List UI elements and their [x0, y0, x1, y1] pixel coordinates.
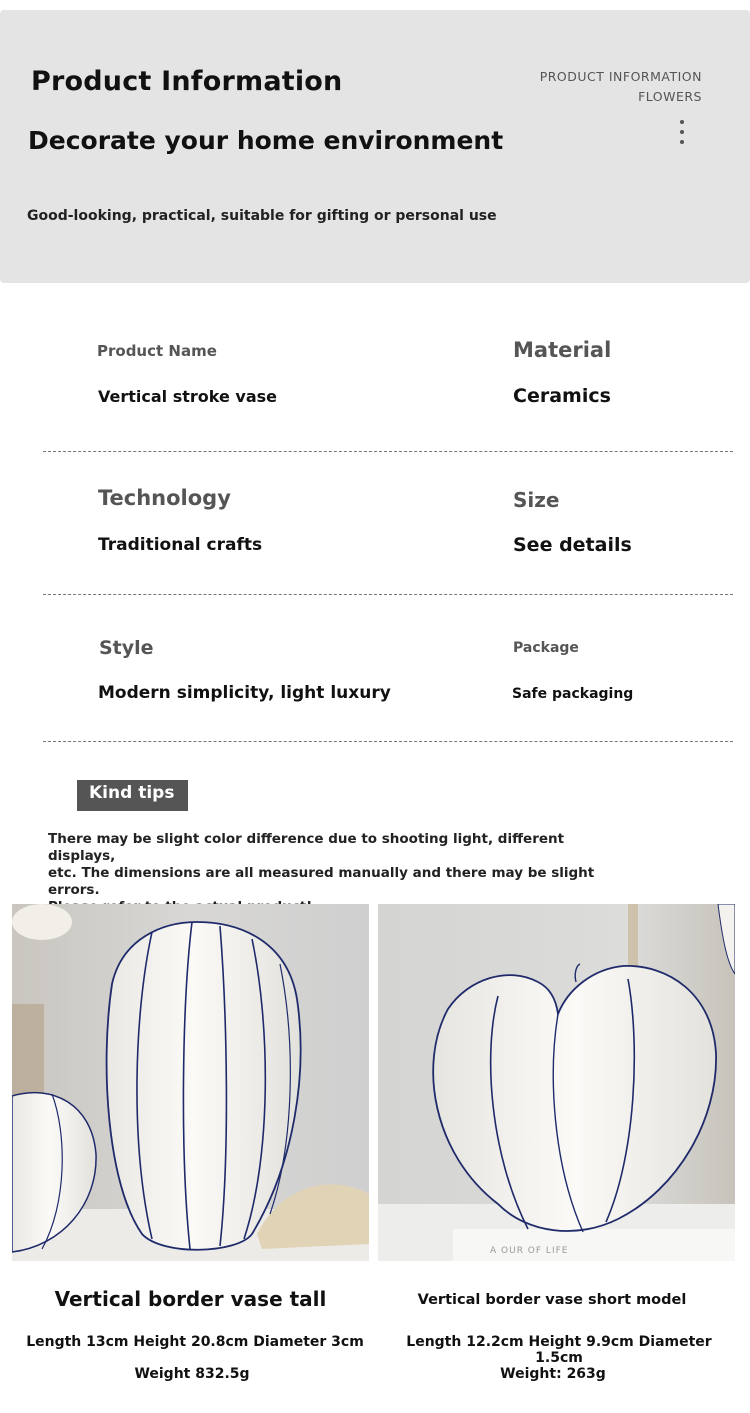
tips-line: There may be slight color difference due to shooting light, different displays, [48, 831, 565, 864]
short-vase-photo [378, 904, 735, 1261]
package-label: Package [513, 640, 579, 656]
divider [43, 451, 733, 452]
material-label: Material [513, 338, 612, 362]
header-description: Good-looking, practical, suitable for gifting or personal use [27, 208, 497, 224]
tall-vase-photo [12, 904, 369, 1261]
header-label-line2: FLOWERS [638, 89, 702, 104]
package-value: Safe packaging [512, 686, 634, 702]
size-value: See details [513, 534, 632, 556]
vertical-dots-icon [679, 120, 687, 150]
product-weight-short: Weight: 263g [500, 1366, 606, 1382]
kind-tips-badge: Kind tips [77, 780, 188, 811]
product-name-label: Product Name [97, 342, 217, 360]
technology-label: Technology [98, 486, 231, 510]
header-label-line1: PRODUCT INFORMATION [539, 69, 702, 84]
product-name-short: Vertical border vase short model [417, 1292, 687, 1308]
tips-line: etc. The dimensions are all measured manually and there may be slight errors. [48, 865, 595, 898]
size-label: Size [513, 488, 560, 512]
divider [43, 741, 733, 742]
style-label: Style [99, 637, 154, 659]
product-name-value: Vertical stroke vase [98, 387, 278, 406]
style-value: Modern simplicity, light luxury [98, 683, 391, 703]
header-title: Product Information [31, 66, 343, 97]
product-dimensions-tall: Length 13cm Height 20.8cm Diameter 3cm [26, 1334, 364, 1350]
divider [43, 594, 733, 595]
header-side-label [540, 67, 702, 107]
technology-value: Traditional crafts [98, 535, 263, 555]
product-weight-tall: Weight 832.5g [134, 1366, 250, 1382]
product-dimensions-short: Length 12.2cm Height 9.9cm Diameter 1.5cm [406, 1334, 712, 1366]
material-value: Ceramics [513, 385, 611, 407]
product-name-tall: Vertical border vase tall [54, 1287, 327, 1311]
photo-caption-text: A OUR OF LIFE [490, 1246, 569, 1256]
header-subtitle: Decorate your home environment [28, 126, 504, 155]
product-info-header [0, 10, 750, 283]
